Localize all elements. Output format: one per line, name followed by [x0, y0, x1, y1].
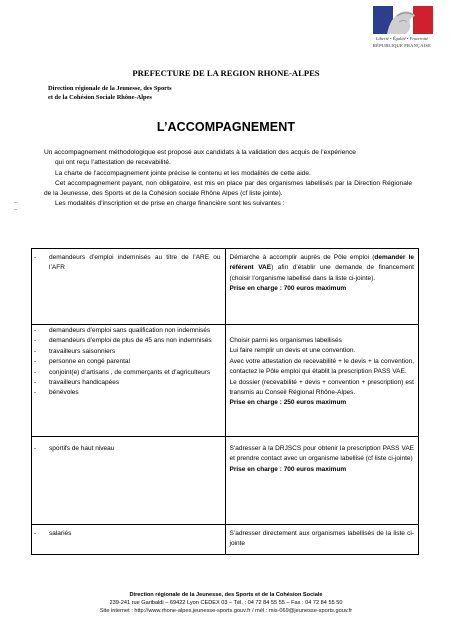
table-cell-right: [225, 525, 419, 555]
logo-motto: Liberté • Égalité • Fraternité: [375, 36, 429, 41]
direction-line-1: Direction régionale de la Jeunesse, des Sports: [48, 85, 172, 92]
modalities-table: [31, 248, 419, 555]
intro-paragraph: [44, 148, 412, 169]
direction-line-2: et de la Cohésion Sociale Rhône-Alpes: [48, 94, 152, 101]
intro-text: [44, 148, 412, 210]
table-row: [32, 325, 419, 437]
table-row: [32, 525, 419, 555]
logo-republic: RÉPUBLIQUE FRANÇAISE: [372, 43, 432, 48]
footer-organization: Direction régionale de la Jeunesse, des Sports et de la Cohésion Sociale: [129, 592, 323, 598]
funding-amount: Prise en charge : 250 euros maximum: [229, 399, 347, 407]
list-item: - demandeurs d’emploi sans qualification non indemnisés: [34, 327, 211, 334]
list-item: - sportifs de haut niveau: [34, 445, 115, 452]
footer-address: 239-241 rue Garibaldi – 69422 Lyon CEDEX 03 – Tél. : 04 72 84 55 55 – Fax : 04 72 84 55 50: [109, 599, 343, 606]
prefecture-heading: PREFECTURE DE LA REGION RHONE-ALPES: [132, 68, 320, 78]
intro-p1-line1: Un accompagnement méthodologique est proposé aux candidats à la validation des acquis de l’expérience: [44, 149, 356, 156]
intro-p1-line2: qui ont reçu l’attestation de recevabilité.: [55, 159, 171, 167]
footer-contact: Site internet : http://www.rhone-alpes.jeunesse-sports.gouv.fr / mél : mis-069@jeunesse-sports.gouv.fr: [99, 607, 353, 614]
procedure-text: Choisir parmi les organismes labellisés: [229, 337, 342, 344]
table-cell-left: [32, 525, 226, 555]
list-item: - salariés: [34, 530, 72, 537]
funding-amount: Prise en charge : 700 euros maximum: [229, 285, 347, 293]
table-cell-left: [32, 325, 226, 437]
table-cell-right: [225, 249, 419, 325]
intro-paragraph: La charte de l’accompagnement jointe précise le contenu et les modalités de cette aide.: [55, 169, 311, 177]
procedure-text: S’adresser à la DRJSCS pour obtenir la prescription PASS VAE et prendre contact avec un organisme labellisé (cf liste ci-jointe): [229, 445, 414, 463]
table-cell-right: [225, 325, 419, 437]
procedure-text: Avec votre attestation de recevabilité + le devis + la convention, contactez le Pôle emploi qui établit la prescription PASS VAE.: [229, 357, 414, 376]
direction-block: [48, 84, 172, 102]
procedure-text: S’adresser directement aux organismes labellisés de la liste ci-jointe: [229, 530, 414, 548]
procedure-text: Lui faire remplir un devis et une convention.: [229, 347, 356, 355]
list-item: - travailleurs handicapées: [34, 379, 120, 387]
list-item: - conjoint(e) d’artisans , de commerçants et d’agriculteurs: [34, 368, 211, 376]
table-cell-left: [32, 249, 226, 325]
list-item: - personne en congé parental: [34, 358, 130, 366]
page-footer: [0, 592, 452, 615]
list-item: - demandeurs d’emploi indemnisés au titre de l’ARE ou l’AFR: [34, 254, 221, 272]
margin-mark: –: [14, 200, 18, 206]
table-cell-right: [225, 437, 419, 525]
procedure-text: Le dossier (recevabilité + devis + convention + prescription) est transmis au Conseil Régional Rhône-Alpes.: [229, 378, 414, 397]
intro-paragraph: Les modalités d’inscription et de prise en charge financière sont les suivantes :: [55, 200, 285, 208]
table-cell-left: [32, 437, 226, 525]
marianne-flag-icon: [373, 6, 433, 34]
list-item: - bénévoles: [34, 389, 79, 397]
intro-paragraph: Cet accompagnement payant, non obligatoire, est mis en place par des organismes labellisés par la Direction Régionale de la Jeunesse, des Sports et de la Cohésion sociale Rhône Alpes (cf liste jointe).: [44, 179, 412, 198]
table-row: [32, 437, 419, 525]
page-title: L’ACCOMPAGNEMENT: [156, 120, 296, 134]
procedure-text: Démarche à accomplir auprès de Pôle emploi (demander le référent VAE) afin d’établir une demande de financement (choisir l’organisme labellisé dans la liste ci-jointe).: [229, 254, 414, 282]
funding-amount: Prise en charge : 700 euros maximum: [229, 465, 347, 473]
marianne-logo: [365, 6, 439, 54]
table-row: [32, 249, 419, 325]
margin-mark: –: [14, 207, 18, 213]
list-item: - demandeurs d’emploi de plus de 45 ans non indemnisés: [34, 337, 212, 345]
list-item: - travailleurs saisonniers: [34, 347, 116, 355]
